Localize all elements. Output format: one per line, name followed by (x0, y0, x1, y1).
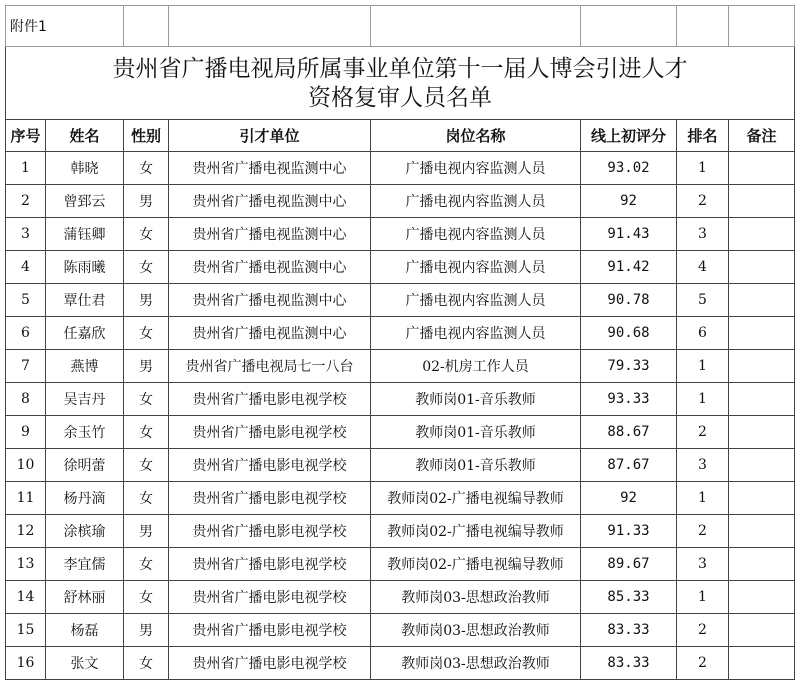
header-seq: 序号 (6, 120, 46, 152)
cell-name: 韩晓 (46, 152, 124, 185)
cell-score: 79.33 (581, 350, 677, 383)
cell-position: 教师岗01-音乐教师 (371, 449, 581, 482)
table-row (6, 251, 795, 284)
cell-rank: 2 (677, 614, 729, 647)
table-row (6, 614, 795, 647)
cell-gender: 男 (124, 515, 169, 548)
cell-name: 李宜儒 (46, 548, 124, 581)
cell-score: 83.33 (581, 647, 677, 680)
cell-gender: 女 (124, 647, 169, 680)
cell-score: 91.42 (581, 251, 677, 284)
cell-gender: 女 (124, 581, 169, 614)
cell-score: 88.67 (581, 416, 677, 449)
header-gender: 性别 (124, 120, 169, 152)
cell-gender: 女 (124, 251, 169, 284)
header-rank: 排名 (677, 120, 729, 152)
cell-rank: 1 (677, 350, 729, 383)
cell-seq: 8 (6, 383, 46, 416)
cell-rank: 1 (677, 581, 729, 614)
cell-remark (729, 152, 795, 185)
cell-position: 广播电视内容监测人员 (371, 152, 581, 185)
cell-rank: 2 (677, 416, 729, 449)
cell-score: 92 (581, 185, 677, 218)
title-line-2: 资格复审人员名单 (308, 85, 492, 111)
cell-seq: 12 (6, 515, 46, 548)
cell-rank: 2 (677, 185, 729, 218)
cell-unit: 贵州省广播电影电视学校 (169, 515, 371, 548)
cell-name: 张文 (46, 647, 124, 680)
cell-gender: 女 (124, 416, 169, 449)
cell-remark (729, 185, 795, 218)
cell-rank: 3 (677, 449, 729, 482)
cell-remark (729, 614, 795, 647)
table-row (6, 317, 795, 350)
cell-unit: 贵州省广播电影电视学校 (169, 416, 371, 449)
cell-rank: 3 (677, 218, 729, 251)
cell-gender: 女 (124, 383, 169, 416)
cell-position: 教师岗01-音乐教师 (371, 383, 581, 416)
table-row (6, 152, 795, 185)
table-row (6, 449, 795, 482)
table-row (6, 515, 795, 548)
cell-gender: 女 (124, 317, 169, 350)
cell-remark (729, 647, 795, 680)
header-score: 线上初评分 (581, 120, 677, 152)
cell-position: 教师岗02-广播电视编导教师 (371, 515, 581, 548)
cell-rank: 3 (677, 548, 729, 581)
cell-seq: 6 (6, 317, 46, 350)
cell-name: 吴吉丹 (46, 383, 124, 416)
cell-rank: 1 (677, 482, 729, 515)
cell-position: 教师岗03-思想政治教师 (371, 614, 581, 647)
cell-seq: 11 (6, 482, 46, 515)
header-row (6, 120, 795, 152)
attachment-label: 附件1 (6, 6, 124, 47)
cell-unit: 贵州省广播电影电视学校 (169, 449, 371, 482)
cell-name: 涂槟瑜 (46, 515, 124, 548)
cell-gender: 男 (124, 185, 169, 218)
cell-score: 85.33 (581, 581, 677, 614)
table-row (6, 383, 795, 416)
cell-unit: 贵州省广播电视监测中心 (169, 317, 371, 350)
header-position: 岗位名称 (371, 120, 581, 152)
cell-remark (729, 416, 795, 449)
header-name: 姓名 (46, 120, 124, 152)
cell-remark (729, 284, 795, 317)
cell-name: 任嘉欣 (46, 317, 124, 350)
cell-rank: 1 (677, 383, 729, 416)
cell-unit: 贵州省广播电影电视学校 (169, 548, 371, 581)
table-row (6, 581, 795, 614)
cell-seq: 14 (6, 581, 46, 614)
cell-gender: 女 (124, 482, 169, 515)
cell-unit: 贵州省广播电影电视学校 (169, 482, 371, 515)
cell-unit: 贵州省广播电视监测中心 (169, 185, 371, 218)
table-row (6, 416, 795, 449)
cell-name: 曾郅云 (46, 185, 124, 218)
cell-rank: 6 (677, 317, 729, 350)
cell-position: 广播电视内容监测人员 (371, 251, 581, 284)
cell-name: 杨磊 (46, 614, 124, 647)
cell-gender: 男 (124, 284, 169, 317)
cell-unit: 贵州省广播电视监测中心 (169, 152, 371, 185)
cell-seq: 9 (6, 416, 46, 449)
table-row (6, 548, 795, 581)
cell-remark (729, 515, 795, 548)
cell-unit: 贵州省广播电视监测中心 (169, 218, 371, 251)
cell-score: 83.33 (581, 614, 677, 647)
cell-unit: 贵州省广播电视局七一八台 (169, 350, 371, 383)
cell-unit: 贵州省广播电视监测中心 (169, 251, 371, 284)
cell-seq: 4 (6, 251, 46, 284)
cell-gender: 女 (124, 548, 169, 581)
cell-seq: 15 (6, 614, 46, 647)
title-line-1: 贵州省广播电视局所属事业单位第十一届人博会引进人才 (112, 56, 688, 82)
cell-rank: 2 (677, 515, 729, 548)
cell-seq: 2 (6, 185, 46, 218)
cell-seq: 1 (6, 152, 46, 185)
cell-name: 余玉竹 (46, 416, 124, 449)
header-unit: 引才单位 (169, 120, 371, 152)
cell-remark (729, 482, 795, 515)
cell-position: 广播电视内容监测人员 (371, 185, 581, 218)
cell-remark (729, 548, 795, 581)
cell-position: 02-机房工作人员 (371, 350, 581, 383)
table-row (6, 185, 795, 218)
cell-rank: 5 (677, 284, 729, 317)
cell-gender: 男 (124, 614, 169, 647)
table-row (6, 482, 795, 515)
cell-position: 教师岗01-音乐教师 (371, 416, 581, 449)
personnel-table (5, 5, 795, 680)
cell-rank: 1 (677, 152, 729, 185)
cell-seq: 5 (6, 284, 46, 317)
cell-unit: 贵州省广播电影电视学校 (169, 383, 371, 416)
cell-remark (729, 350, 795, 383)
cell-seq: 16 (6, 647, 46, 680)
cell-position: 广播电视内容监测人员 (371, 317, 581, 350)
cell-name: 徐明蕾 (46, 449, 124, 482)
cell-name: 蒲钰卿 (46, 218, 124, 251)
cell-score: 93.33 (581, 383, 677, 416)
page-title (6, 47, 795, 120)
cell-remark (729, 581, 795, 614)
cell-position: 教师岗02-广播电视编导教师 (371, 482, 581, 515)
table-row (6, 218, 795, 251)
attachment-row (6, 6, 795, 47)
cell-seq: 13 (6, 548, 46, 581)
cell-remark (729, 383, 795, 416)
cell-remark (729, 251, 795, 284)
cell-gender: 女 (124, 152, 169, 185)
cell-seq: 7 (6, 350, 46, 383)
cell-name: 舒林丽 (46, 581, 124, 614)
cell-score: 90.78 (581, 284, 677, 317)
cell-score: 93.02 (581, 152, 677, 185)
cell-name: 燕博 (46, 350, 124, 383)
cell-score: 91.33 (581, 515, 677, 548)
cell-position: 广播电视内容监测人员 (371, 284, 581, 317)
cell-gender: 女 (124, 449, 169, 482)
cell-unit: 贵州省广播电影电视学校 (169, 581, 371, 614)
cell-score: 90.68 (581, 317, 677, 350)
cell-remark (729, 317, 795, 350)
table-row (6, 647, 795, 680)
cell-position: 教师岗03-思想政治教师 (371, 647, 581, 680)
cell-remark (729, 449, 795, 482)
cell-remark (729, 218, 795, 251)
cell-position: 教师岗02-广播电视编导教师 (371, 548, 581, 581)
cell-score: 87.67 (581, 449, 677, 482)
cell-position: 教师岗03-思想政治教师 (371, 581, 581, 614)
table-row (6, 350, 795, 383)
cell-gender: 男 (124, 350, 169, 383)
cell-unit: 贵州省广播电影电视学校 (169, 614, 371, 647)
cell-unit: 贵州省广播电影电视学校 (169, 647, 371, 680)
cell-rank: 2 (677, 647, 729, 680)
cell-position: 广播电视内容监测人员 (371, 218, 581, 251)
cell-score: 91.43 (581, 218, 677, 251)
cell-seq: 3 (6, 218, 46, 251)
cell-score: 92 (581, 482, 677, 515)
cell-name: 杨丹滴 (46, 482, 124, 515)
cell-name: 陈雨曦 (46, 251, 124, 284)
cell-seq: 10 (6, 449, 46, 482)
cell-name: 覃仕君 (46, 284, 124, 317)
table-row (6, 284, 795, 317)
cell-rank: 4 (677, 251, 729, 284)
title-row (6, 47, 795, 120)
cell-gender: 女 (124, 218, 169, 251)
header-remark: 备注 (729, 120, 795, 152)
cell-unit: 贵州省广播电视监测中心 (169, 284, 371, 317)
cell-score: 89.67 (581, 548, 677, 581)
